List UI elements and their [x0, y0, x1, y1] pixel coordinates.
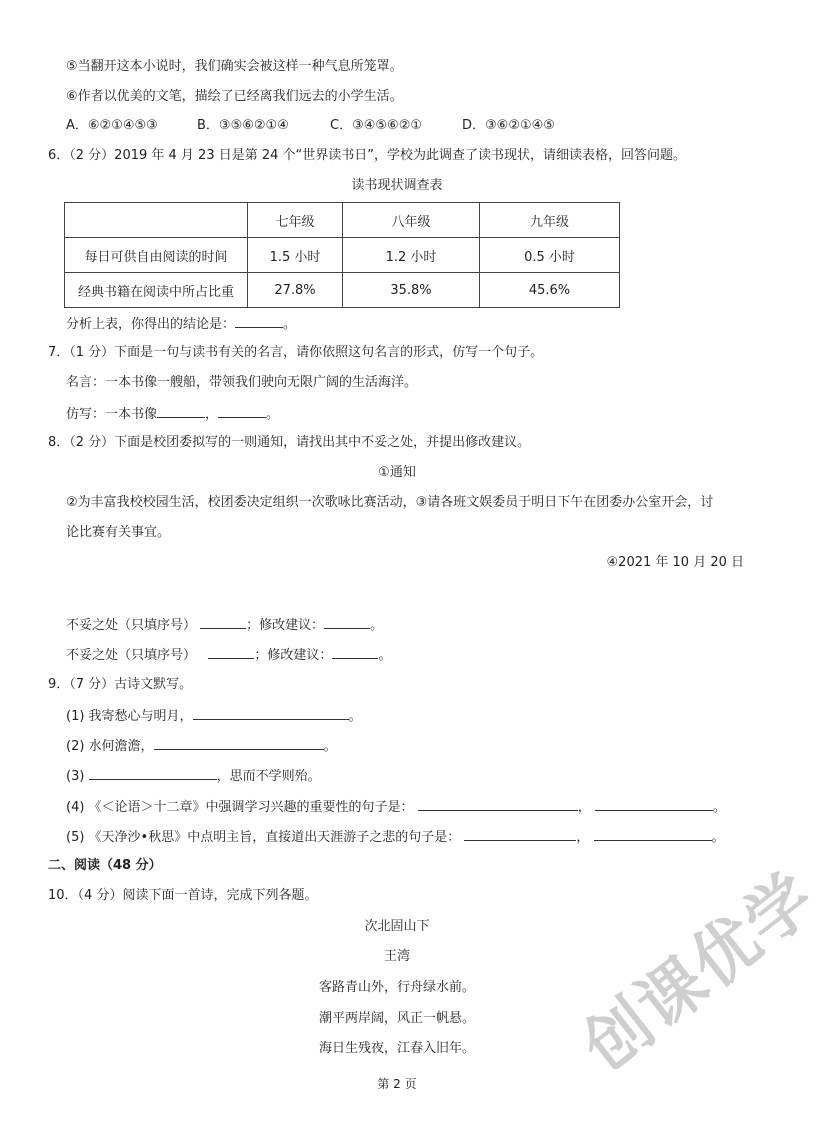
- suggest-label: ；修改建议：: [246, 618, 325, 633]
- q7-quote: 名言：一本书像一艘船，带领我们驶向无限广阔的生活海洋。: [66, 375, 418, 390]
- q7-stem: 7．（1 分）下面是一句与读书有关的名言，请你依照这句名言的形式，仿写一个句子。: [48, 345, 544, 360]
- answer-blank[interactable]: [200, 615, 246, 629]
- answer-blank[interactable]: [218, 404, 266, 418]
- page-number: 第 2 页: [377, 1077, 417, 1091]
- answer-blank[interactable]: [154, 736, 324, 750]
- answer-blank[interactable]: [595, 797, 713, 811]
- notice-body-2: 论比赛有关事宜。: [66, 525, 171, 540]
- notice-body-1: ②为丰富我校校园生活，校团委决定组织一次歌咏比赛活动，③请各班文娱委员于明日下午在团委办公室开会，讨: [66, 495, 714, 510]
- period: 。: [711, 830, 725, 845]
- item-label: (4) 《＜论语＞十二章》中强调学习兴趣的重要性的句子是：: [66, 800, 414, 815]
- q9-item-1: [66, 706, 362, 726]
- q6-stem: 6．（2 分）2019 年 4 月 23 日是第 24 个“世界读书日”，学校为此调查了读书现状，请细读表格，回答问题。: [48, 148, 687, 163]
- poem-line: 客路青山外，行舟绿水前。: [318, 980, 475, 995]
- comma: ，: [205, 407, 219, 422]
- item-label: (3): [66, 769, 85, 784]
- poem-title: 次北固山下: [364, 919, 430, 934]
- answer-blank[interactable]: [208, 645, 254, 659]
- poem-line: 海日生残夜，江春入旧年。: [318, 1041, 475, 1056]
- watermark-logo: 创课优学: [568, 858, 831, 1087]
- table-cell: 45.6%: [480, 273, 620, 308]
- answer-blank[interactable]: [464, 827, 576, 841]
- table-header-cell: 九年级: [480, 203, 620, 238]
- q8-answer-1: [66, 615, 383, 635]
- table-cell: 0.5 小时: [480, 238, 620, 273]
- q7-imitate-label: 仿写：一本书像: [66, 407, 158, 422]
- period: 。: [712, 800, 726, 815]
- choice-c: C．③④⑤⑥②①: [330, 118, 423, 133]
- answer-blank[interactable]: [594, 827, 712, 841]
- table-row: [65, 238, 620, 273]
- table-cell: 27.8%: [248, 273, 343, 308]
- option-line-6: ⑥作者以优美的文笔，描绘了已经离我们远去的小学生活。: [66, 89, 403, 104]
- table-cell: 经典书籍在阅读中所占比重: [65, 273, 248, 308]
- q9-item-3: [66, 766, 321, 786]
- table-header-cell: [65, 203, 248, 238]
- answer-blank[interactable]: [324, 615, 370, 629]
- answer-blank[interactable]: [193, 706, 349, 720]
- item-label: (1) 我寄愁心与明月，: [66, 709, 193, 724]
- q9-stem: 9．（7 分）古诗文默写。: [48, 677, 193, 692]
- table-cell: 35.8%: [343, 273, 480, 308]
- section-heading: 二、阅读（48 分）: [48, 858, 162, 873]
- answer-blank[interactable]: [157, 404, 205, 418]
- q6-analysis: [66, 314, 296, 334]
- table-header-cell: 八年级: [343, 203, 480, 238]
- q8-answer-2: [66, 645, 391, 665]
- q6-analysis-label: 分析上表，你得出的结论是：: [66, 317, 236, 332]
- choice-b: B．③⑤⑥②①④: [197, 118, 289, 133]
- q9-item-4: [66, 797, 726, 817]
- table-cell: 1.5 小时: [248, 238, 343, 273]
- answer-blank[interactable]: [418, 797, 578, 811]
- table-header-row: [65, 203, 620, 238]
- period: 。: [378, 648, 392, 663]
- notice-title: ①通知: [378, 465, 416, 480]
- table-cell: 每日可供自由阅读的时间: [65, 238, 248, 273]
- table-cell: 1.2 小时: [343, 238, 480, 273]
- q8-stem: 8．（2 分）下面是校团委拟写的一则通知，请找出其中不妥之处，并提出修改建议。: [48, 435, 531, 450]
- item-suffix: ，思而不学则殆。: [216, 769, 321, 784]
- q6-table-title: 读书现状调查表: [351, 178, 443, 193]
- period: 。: [370, 618, 384, 633]
- notice-date: ④2021 年 10 月 20 日: [606, 555, 744, 570]
- suggest-label: ；修改建议：: [254, 648, 333, 663]
- answer-blank[interactable]: [235, 314, 283, 328]
- answer-blank[interactable]: [332, 645, 378, 659]
- period: 。: [283, 317, 297, 332]
- period: 。: [266, 407, 280, 422]
- fill-label: 不妥之处（只填序号）: [66, 648, 197, 663]
- choice-d: D．③⑥②①④⑤: [462, 118, 555, 133]
- fill-label: 不妥之处（只填序号）: [66, 618, 197, 633]
- poem-author: 王湾: [383, 949, 410, 964]
- option-line-5: ⑤当翻开这本小说时，我们确实会被这样一种气息所笼罩。: [66, 59, 403, 74]
- comma: ，: [576, 830, 590, 845]
- period: 。: [323, 739, 337, 754]
- answer-blank[interactable]: [89, 766, 217, 780]
- comma: ，: [577, 800, 591, 815]
- table-header-cell: 七年级: [248, 203, 343, 238]
- poem-line: 潮平两岸阔，风正一帆悬。: [318, 1011, 475, 1026]
- q9-item-2: [66, 736, 337, 756]
- q7-imitate: [66, 404, 279, 424]
- choice-a: A．⑥②①④⑤③: [66, 118, 158, 133]
- survey-table: [64, 202, 620, 308]
- item-label: (5) 《天净沙•秋思》中点明主旨，直接道出天涯游子之悲的句子是：: [66, 830, 461, 845]
- q9-item-5: [66, 827, 725, 847]
- table-row: [65, 273, 620, 308]
- q10-stem: 10．（4 分）阅读下面一首诗，完成下列各题。: [48, 888, 318, 903]
- period: 。: [348, 709, 362, 724]
- item-label: (2) 水何澹澹，: [66, 739, 154, 754]
